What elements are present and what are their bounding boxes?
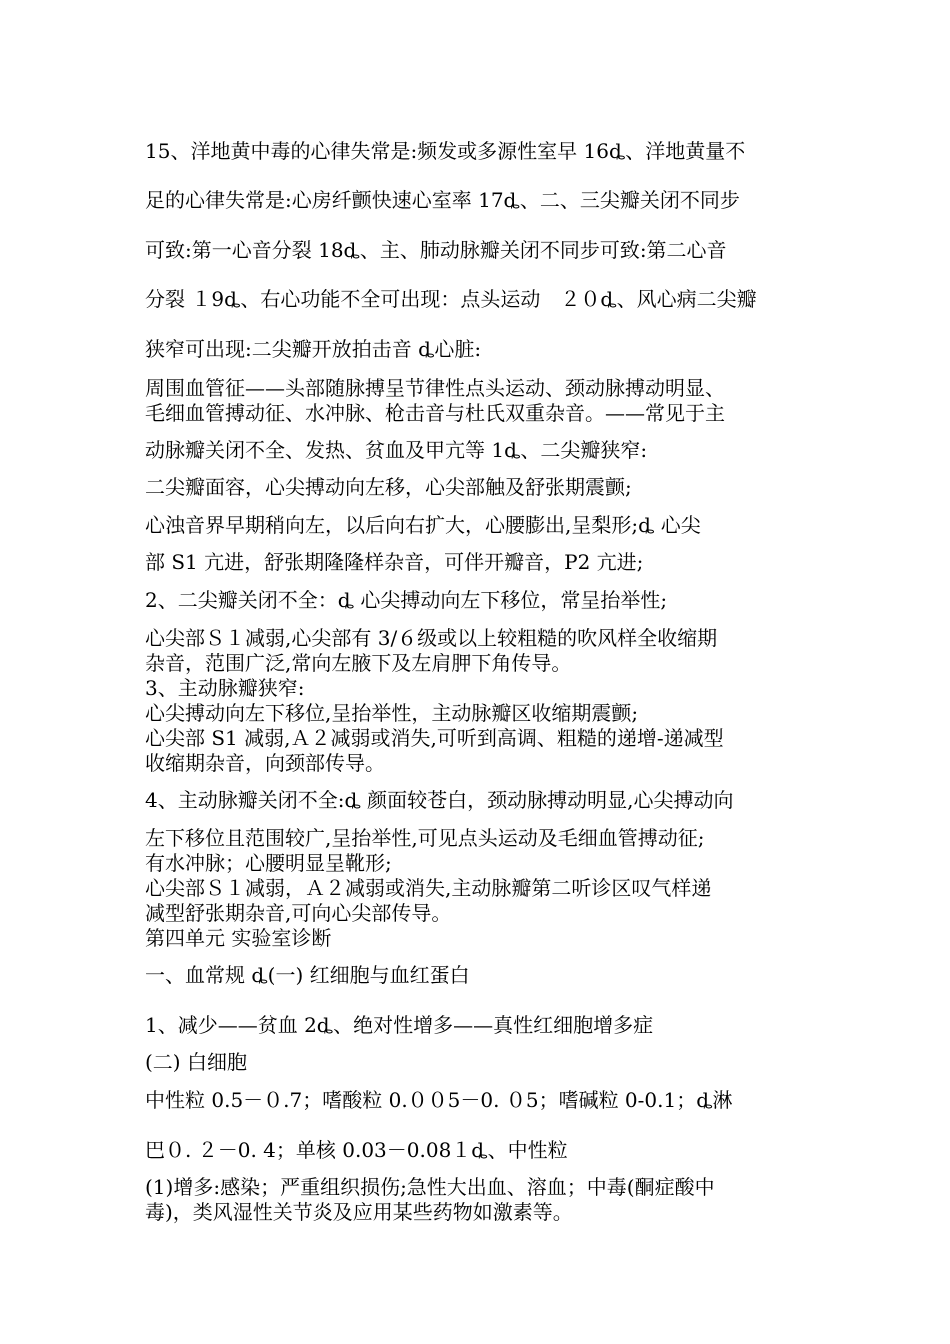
section-heading: 第四单元 实验室诊断	[145, 926, 332, 950]
text-line: 中性粒 0.5－０.7；嗜酸粒 0.００5－0. ０5；嗜碱粒 0-0.1；ȡ淋	[145, 1088, 733, 1112]
text-line: 3、主动脉瓣狭窄:	[145, 676, 305, 700]
text-line: 心尖部Ｓ１减弱,心尖部有 3/６级或以上较粗糙的吹风样全收缩期	[145, 626, 718, 650]
text-line: 部 S1 亢进，舒张期隆隆样杂音，可伴开瓣音，P2 亢进;	[145, 550, 644, 574]
text-line: 狭窄可出现:二尖瓣开放拍击音 ȡ心脏:	[145, 337, 482, 361]
text-line: 巴０. ２－0. 4；单核 0.03－0.08１ȡ、中性粒	[145, 1138, 568, 1162]
text-line: 二尖瓣面容，心尖搏动向左移，心尖部触及舒张期震颤;	[145, 475, 632, 499]
text-line: (1)增多:感染；严重组织损伤;急性大出血、溶血；中毒(酮症酸中	[145, 1175, 715, 1199]
text-line: 心尖部Ｓ１减弱，Ａ２减弱或消失,主动脉瓣第二听诊区叹气样递	[145, 876, 712, 900]
text-line: 可致:第一心音分裂 18ȡ、主、肺动脉瓣关闭不同步可致:第二心音	[145, 238, 727, 262]
text-line: 杂音，范围广泛,常向左腋下及左肩胛下角传导。	[145, 651, 572, 675]
text-line: 1、减少——贫血 2ȡ、绝对性增多——真性红细胞增多症	[145, 1013, 654, 1037]
text-line: 左下移位且范围较广,呈抬举性,可见点头运动及毛细血管搏动征;	[145, 826, 705, 850]
text-line: 有水冲脉；心腰明显呈靴形;	[145, 851, 392, 875]
text-line: 减型舒张期杂音,可向心尖部传导。	[145, 901, 452, 925]
text-line: 心浊音界早期稍向左，以后向右扩大，心腰膨出,呈梨形;ȡ 心尖	[145, 513, 701, 537]
text-line: 足的心律失常是:心房纤颤快速心室率 17ȡ、二、三尖瓣关闭不同步	[145, 188, 740, 212]
text-line: 收缩期杂音，向颈部传导。	[145, 751, 385, 775]
text-line: (二) 白细胞	[145, 1050, 247, 1074]
text-line: 4、主动脉瓣关闭不全:ȡ 颜面较苍白，颈动脉搏动明显,心尖搏动向	[145, 788, 734, 812]
text-line: 心尖部 S1 减弱,Ａ２减弱或消失,可听到高调、粗糙的递增-递减型	[145, 726, 724, 750]
text-line: 分裂 １9ȡ、右心功能不全可出现：点头运动 ２０ȡ、风心病二尖瓣	[145, 287, 757, 311]
text-line: 2、二尖瓣关闭不全：ȡ 心尖搏动向左下移位，常呈抬举性;	[145, 588, 668, 612]
text-line: 一、血常规 ȡ(一) 红细胞与血红蛋白	[145, 963, 470, 987]
text-line: 15、洋地黄中毒的心律失常是:频发或多源性室早 16ȡ、洋地黄量不	[145, 139, 746, 163]
text-line: 毛细血管搏动征、水冲脉、枪击音与杜氏双重杂音。——常见于主	[145, 401, 725, 425]
text-line: 毒)，类风湿性关节炎及应用某些药物如激素等。	[145, 1200, 573, 1224]
text-line: 周围血管征——头部随脉搏呈节律性点头运动、颈动脉搏动明显、	[145, 376, 725, 400]
text-line: 心尖搏动向左下移位,呈抬举性，主动脉瓣区收缩期震颤;	[145, 701, 639, 725]
text-line: 动脉瓣关闭不全、发热、贫血及甲亢等 1ȡ、二尖瓣狭窄:	[145, 438, 648, 462]
